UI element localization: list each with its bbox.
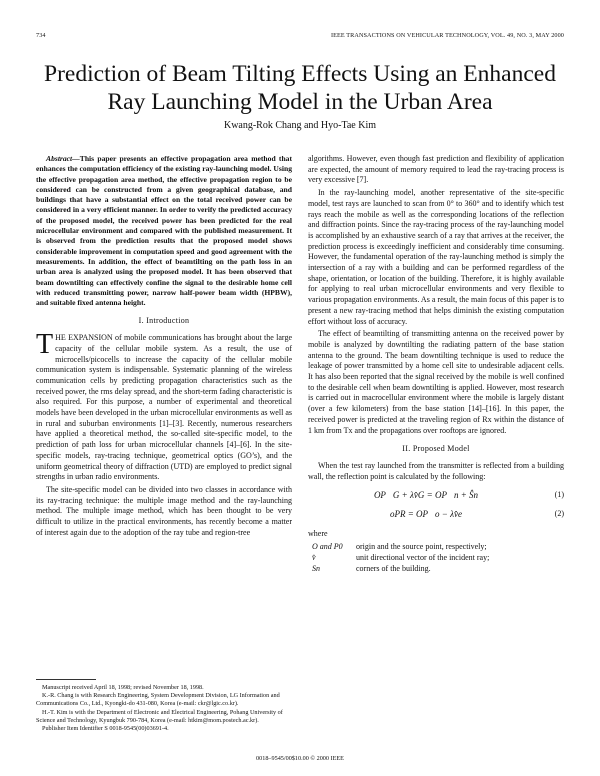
copyright-line: 0018–9545/00$10.00 © 2000 IEEE <box>256 755 344 762</box>
definition-symbol: v̂ <box>312 552 316 562</box>
equation-1 <box>308 490 564 501</box>
footnote-chang: K.-R. Chang is with Research Engineering, System Development Division, LG Information and Communications Co., Ltd., Kyongki-do 431-080, Korea (e-mail: ckr@lgic.co.kr). <box>36 692 280 708</box>
intro-paragraph-2: The site-specific model can be divided into two classes in accordance with its ray-tracing technique: the multiple image method and the ray-launching method. The multiple image method, which has been thought to be very difficult to utilize in the practical environments, has recently become a matter of interest again due to the adoption of the ray tube and region-tree <box>36 485 292 537</box>
left-column <box>36 154 292 541</box>
abstract <box>36 154 292 308</box>
drop-cap: T <box>36 329 54 361</box>
intro-paragraph-3: algorithms. However, even though fast prediction and flexibility of application are expected, the amount of memory required to lead the ray-tracing process is very excessive [7]. <box>308 154 564 185</box>
journal-header: IEEE TRANSACTIONS ON VEHICULAR TECHNOLOGY, VOL. 49, NO. 3, MAY 2000 <box>330 32 564 39</box>
model-paragraph-1: When the test ray launched from the transmitter is reflected from a building wall, the reflection point is calculated by the following: <box>308 460 564 481</box>
intro-paragraph-5: The effect of beamtilting of transmitting antenna on the received power by mobile is analyzed by downtilting the radiating pattern of the base station antenna to the ground. The beam downtilting technique is used to reduce the leakage of power transmitted by a home cell site to undesirable adjacent cells. It has also been reported that the signal received by the mobile is well confined to the desirable cell when beam downtilting is applied. However, most research is carried out in macrocellular environment where the mobile is largely distant (over a few kilometers) from the base station [14]–[16]. In this paper, the received power is predicted at the traveling region of Rx within the distance of 1 km from Tx and the propagations over rooftops are ignored. <box>308 329 564 435</box>
section-heading-introduction: I. Introduction <box>138 316 190 326</box>
paper-title: Prediction of Beam Tilting Effects Using an Enhanced Ray Launching Model in the Urban Area <box>44 61 556 115</box>
footnote-block <box>36 679 292 733</box>
definition-row <box>308 541 564 552</box>
equation-1-expression: OP⃗G + λv̂G = OP⃗n + Ŝn <box>373 490 479 501</box>
intro-paragraph-1 <box>36 329 292 483</box>
footnote-received: Manuscript received April 18, 1998; revised November 18, 1998. <box>42 684 204 691</box>
where-block <box>308 528 564 574</box>
equation-2-number: (2) <box>554 509 564 519</box>
paper-authors: Kwang-Rok Chang and Hyo-Tae Kim <box>223 120 377 131</box>
definition-row <box>308 563 564 574</box>
equation-1-number: (1) <box>554 490 564 500</box>
footnote-kim: H.-T. Kim is with the Department of Electronic and Electrical Engineering, Pohang University of Science and Technology, Kyungbuk 790-784, Korea (e-mail: htkim@mom.postech.ac.kr). <box>36 708 283 724</box>
footnote-pii: Publisher Item Identifier S 0018-9545(00)03691-4. <box>42 725 169 733</box>
section-heading-proposed-model: II. Proposed Model <box>402 444 470 454</box>
right-column <box>308 154 564 574</box>
definition-text: origin and the source point, respectively; <box>356 541 487 551</box>
intro-paragraph-1-text: HE EXPANSION of mobile communications has brought about the large capacity of the cellular mobile system. As a result, the use of microcells/picocells to increase the capacity of the cellular mobile communication system is indispensable. Systematic planning of the wireless communication cells by predicting propagation characteristics such as the received power, the rms delay spread, and the short-term fading characteristic is also required. For this purpose, a number of experimental and theoretical models have been developed in the urban microcellular environments as well as in rural and suburban environments [1]–[3]. Recently, numerous researchers have applied a theoretical method, the so-called site-specific model, to the prediction of path loss for urban microcellular channels [4]–[6]. In the site-specific models, ray-tracing technique, geometrical optics (GO’s), and the uniform geometrical theory of diffraction (UTD) are employed to predict signal strengths in urban radio environments. <box>36 333 292 482</box>
abstract-lead: Abstract— <box>46 154 80 163</box>
definition-symbol: Sn <box>312 563 320 573</box>
footnote-rule <box>36 679 96 680</box>
definition-text: unit directional vector of the incident ray; <box>356 552 490 562</box>
definition-row <box>308 552 564 563</box>
equation-2-expression: oPR = OP⃗o − λv̂e <box>389 509 463 520</box>
equation-2 <box>308 509 564 520</box>
intro-paragraph-4: In the ray-launching model, another representative of the site-specific model, test rays are launched to scan from 0° to 360° and to identify which test rays reach the mobile as well as the corresponding locations of the reflection and diffraction points. Since the ray-tracing process of the ray-launching model is accomplished by an exhaustive search of a ray that arrives at the receiver, the prediction process is exceedingly inefficient and considerably time consuming. However, the fundamental operation of the ray-launching method is simply the intersection of a ray with a building and can be performed regardless of the shape, orientation, or location of the building. Therefore, it is highly available for applying to real urban microcellular environments and very flexible to various propagation environments. As a result, the main focus of this paper is to present a new ray-tracing method that helps diminish the existing computation effort without loss of accuracy. <box>308 188 564 326</box>
definition-symbol: O and P0 <box>312 541 343 551</box>
page-number: 734 <box>36 32 46 39</box>
definition-text: corners of the building. <box>356 563 431 573</box>
where-label: where <box>308 528 328 538</box>
abstract-text: This paper presents an effective propagation area method that enhances the computation efficiency of the existing ray-launching model. Using the effective propagation area method, the effective propagation region to be considered can be constructed from a given geographical database, and buildings that have a substantial effect on the total received power can be considered in a very efficient manner. In order to verify the predicted accuracy of the proposed model, the received power has been predicted for the real microcellular environment and compared with the published measurement. It is observed from the prediction results that the proposed model shows considerable improvement in computation speed and good agreement with the measurements. In addition, the effect of beamtilting on the path loss in an urban area is analyzed using the proposed model. It has been observed that beam downtilting can effectively confine the signal to the desirable home cell with reduced transmitting power, narrow half-power beam width (HPBW), and suitable fixed antenna height. <box>36 154 292 308</box>
